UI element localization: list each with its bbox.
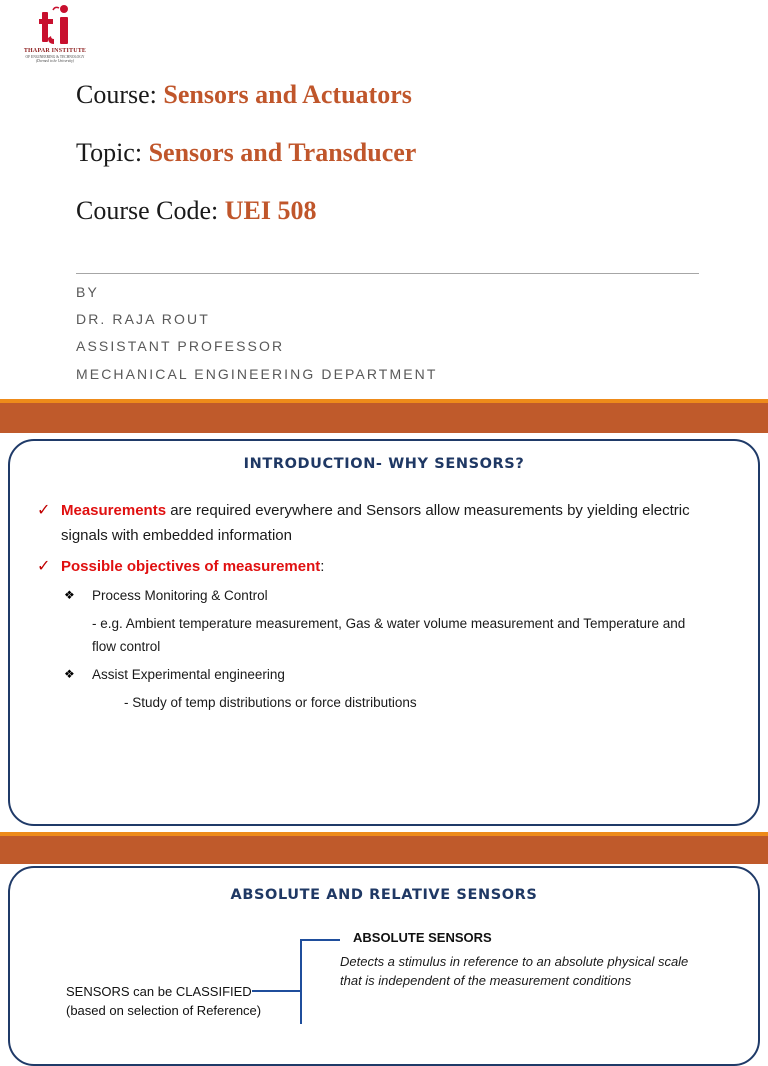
classification-bracket-branch: [300, 939, 340, 941]
course-line: [76, 80, 412, 110]
course-code-value: UEI 508: [224, 196, 317, 225]
by-label: BY: [76, 284, 99, 300]
diamond-bullet-icon: ❖: [64, 588, 75, 602]
sub-bullet-process-detail-text: - e.g. Ambient temperature measurement, Gas & water volume measurement and Temperature and: [92, 616, 686, 631]
bullet-measurements-text-2: signals with embedded information: [61, 527, 292, 544]
sub-bullet-experimental-detail: - Study of temp distributions or force distributions: [124, 695, 417, 710]
bullet-measurements-text: are required everywhere and Sensors allow measurements by yielding electric: [166, 502, 690, 519]
checkmark-icon: ✓: [37, 558, 51, 575]
bullet-measurements-highlight: Measurements: [61, 502, 167, 519]
absolute-sensors-heading: ABSOLUTE SENSORS: [353, 930, 492, 945]
bullet-objectives-highlight: Possible objectives of measurement: [61, 558, 321, 575]
intro-slide-title: INTRODUCTION- WHY SENSORS?: [243, 456, 525, 472]
logo-subtitle: [20, 55, 90, 63]
absolute-relative-slide-title: ABSOLUTE AND RELATIVE SENSORS: [230, 887, 538, 903]
author-department: MECHANICAL ENGINEERING DEPARTMENT: [76, 366, 438, 382]
absolute-sensors-description-2: that is independent of the measurement conditions: [340, 973, 632, 988]
author-name: DR. RAJA ROUT: [76, 311, 210, 327]
course-label: Course:: [76, 80, 164, 109]
slide-separator-1: [0, 403, 768, 433]
sub-bullet-process-text: Process Monitoring & Control: [92, 588, 268, 603]
sub-bullet-process-detail-text-2: flow control: [92, 639, 161, 654]
sub-bullet-experimental-text: Assist Experimental engineering: [92, 667, 285, 682]
sensors-classification-line-2: (based on selection of Reference): [66, 1003, 262, 1018]
slide-separator-2: [0, 836, 768, 864]
course-code-label: Course Code:: [76, 196, 225, 225]
logo-subtitle-2: (Deemed to be University): [35, 59, 75, 63]
absolute-sensors-description: [340, 952, 740, 990]
diamond-bullet-icon: ❖: [64, 667, 75, 681]
sub-bullet-experimental: [64, 663, 285, 686]
course-code-line: [76, 196, 317, 226]
title-divider: [76, 273, 699, 274]
classification-bracket: [300, 940, 302, 1024]
absolute-sensors-description-1: Detects a stimulus in reference to an absolute physical scale: [340, 954, 689, 969]
ti-logo-icon: [39, 4, 73, 48]
bullet-objectives-colon: :: [320, 558, 325, 575]
topic-line: [76, 138, 416, 168]
sensors-classification: [66, 982, 261, 1020]
bullet-objectives: [37, 554, 325, 579]
author-designation: ASSISTANT PROFESSOR: [76, 338, 285, 354]
institute-logo: [20, 4, 90, 68]
logo-name: THAPAR INSTITUTE: [23, 48, 87, 54]
sensors-classification-line-1: SENSORS can be CLASSIFIED: [66, 984, 252, 999]
topic-label: Topic:: [76, 138, 149, 167]
course-value: Sensors and Actuators: [163, 80, 412, 109]
logo-subtitle-1: OF ENGINEERING & TECHNOLOGY: [25, 55, 85, 59]
topic-value: Sensors and Transducer: [148, 138, 417, 167]
sub-bullet-process-detail: [92, 612, 752, 658]
checkmark-icon: ✓: [37, 502, 51, 519]
sub-bullet-process: [64, 584, 268, 607]
bullet-measurements: [37, 498, 751, 548]
